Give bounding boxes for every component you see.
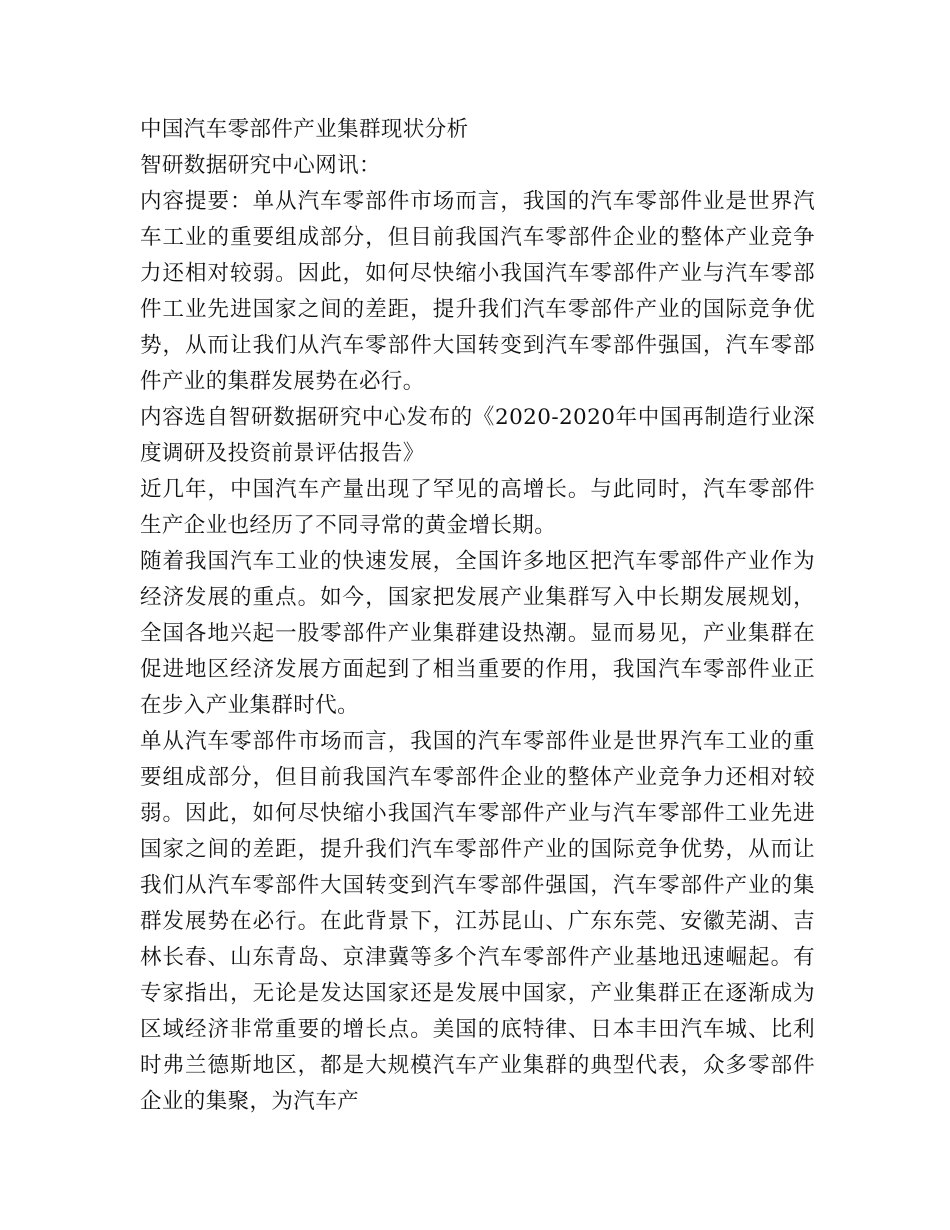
source-line: 智研数据研究中心网讯： (140, 153, 381, 178)
document-body (140, 112, 815, 1120)
paragraph-development: 随着我国汽车工业的快速发展，全国许多地区把汽车零部件产业作为经济发展的重点。如今，国家把发展产业集群写入中长期发展规划，全国各地兴起一股零部件产业集群建设热潮。显而易见，产业集群在促进地区经济发展方面起到了相当重要的作用，我国汽车零部件业正在步入产业集群时代。 (140, 549, 815, 718)
paragraph-cluster: 单从汽车零部件市场而言，我国的汽车零部件业是世界汽车工业的重要组成部分，但目前我国汽车零部件企业的整体产业竞争力还相对较弱。因此，如何尽快缩小我国汽车零部件产业与汽车零部件工业先进国家之间的差距，提升我们汽车零部件产业的国际竞争优势，从而让我们从汽车零部件大国转变到汽车零部件强国，汽车零部件产业的集群发展势在必行。在此背景下，江苏昆山、广东东莞、安徽芜湖、吉林长春、山东青岛、京津冀等多个汽车零部件产业基地迅速崛起。有专家指出，无论是发达国家还是发展中国家，产业集群正在逐渐成为区域经济非常重要的增长点。美国的底特律、日本丰田汽车城、比利时弗兰德斯地区，都是大规模汽车产业集群的典型代表，众多零部件企业的集聚，为汽车产 (140, 729, 815, 1114)
paragraph-summary: 内容提要：单从汽车零部件市场而言，我国的汽车零部件业是世界汽车工业的重要组成部分，但目前我国汽车零部件企业的整体产业竞争力还相对较弱。因此，如何尽快缩小我国汽车零部件产业与汽车零部件工业先进国家之间的差距，提升我们汽车零部件产业的国际竞争优势，从而让我们从汽车零部件大国转变到汽车零部件强国，汽车零部件产业的集群发展势在必行。 (140, 189, 815, 394)
paragraph-report-source: 内容选自智研数据研究中心发布的《2020-2020年中国再制造行业深度调研及投资前景评估报告》 (140, 405, 815, 466)
paragraph-growth: 近几年，中国汽车产量出现了罕见的高增长。与此同时，汽车零部件生产企业也经历了不同寻常的黄金增长期。 (140, 477, 815, 538)
document-title: 中国汽车零部件产业集群现状分析 (140, 117, 469, 142)
